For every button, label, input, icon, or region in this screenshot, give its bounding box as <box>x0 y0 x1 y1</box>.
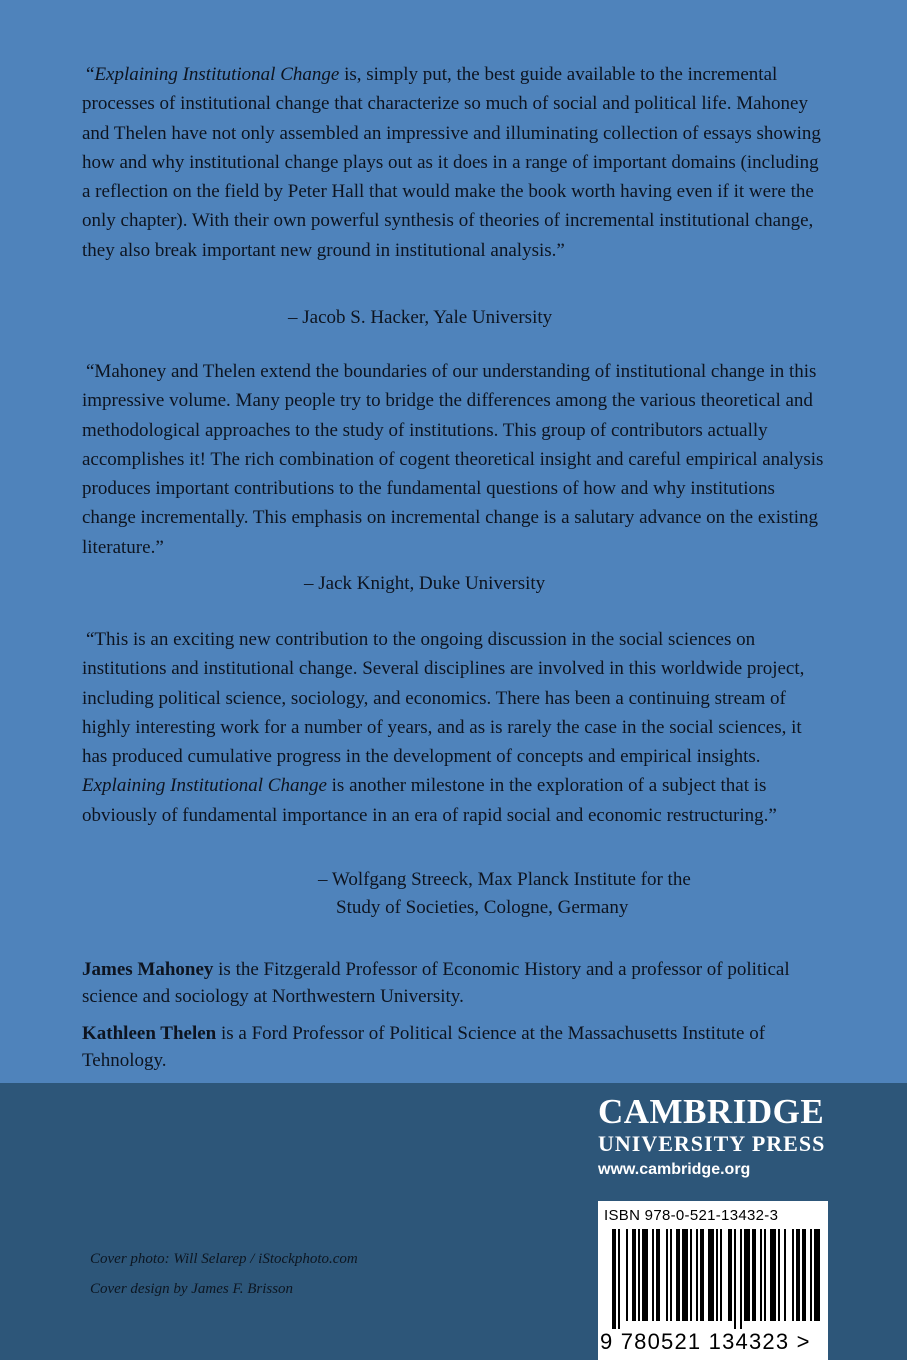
barcode-bar <box>670 1229 672 1321</box>
review-quote-hacker <box>82 60 827 265</box>
barcode-bar <box>784 1229 786 1321</box>
author-bio: James Mahoney is the Fitzgerald Professor of Economic History and a professor of political science and sociology at Northwestern University. <box>82 959 790 1007</box>
barcode-bar <box>778 1229 780 1321</box>
barcode-bar <box>708 1229 714 1321</box>
barcode-bar <box>734 1229 736 1329</box>
photo-credit: Cover photo: Will Selarep / iStockphoto.com <box>90 1251 358 1267</box>
quote-attribution: – Jacob S. Hacker, Yale University <box>288 307 553 328</box>
barcode-bar <box>752 1229 756 1321</box>
barcode-bar <box>764 1229 766 1321</box>
barcode-bar <box>652 1229 654 1321</box>
barcode-bar <box>642 1229 648 1321</box>
review-quote-knight <box>82 357 827 562</box>
barcode-bar <box>740 1229 742 1329</box>
quote-attribution: – Wolfgang Streeck, Max Planck Institute for the Study of Societies, Cologne, Germany <box>318 869 691 918</box>
barcode-bar <box>728 1229 732 1321</box>
design-credit: Cover design by James F. Brisson <box>90 1281 294 1297</box>
barcode-bar <box>626 1229 628 1321</box>
barcode-bar <box>612 1229 616 1329</box>
barcode-bar <box>682 1229 688 1321</box>
barcode-bar <box>618 1229 620 1329</box>
barcode-bar <box>700 1229 704 1321</box>
barcode-bar <box>676 1229 680 1321</box>
barcode-bars-icon <box>598 1229 828 1331</box>
author-name: James Mahoney <box>82 959 214 980</box>
barcode-bar <box>666 1229 668 1321</box>
quote-text: “Explaining Institutional Change is, simply put, the best guide available to the incremental processes of institutional change that characterize so much of social and political life. Mahoney and Thelen have not only assembled an impressive and illuminating collection of essays showing how and why institutional change plays out as it does in a range of important domains (including a reflection on the field by Peter Hall that would make the book worth having even if it were the only chapter). With their own powerful synthesis of theories of incremental institutional change, they also break important new ground in institutional analysis.” <box>82 64 821 261</box>
barcode-bar <box>744 1229 750 1321</box>
barcode-bar <box>720 1229 722 1321</box>
barcode-bar <box>796 1229 800 1321</box>
quote-text: “This is an exciting new contribution to the ongoing discussion in the social sciences on institutions and institutional change. Several disciplines are involved in this worldwide project, including political science, sociology, and economics. There has been a continuing stream of highly interesting work for a number of years, and as is rarely the case in the social sciences, it has produced cumulative progress in the development of concepts and empirical insights. Explaining Institutional Change is another milestone in the exploration of a subject that is obviously of fundamental importance in an era of rapid social and economic restructuring.” <box>82 629 805 826</box>
book-title: Explaining Institutional Change <box>94 64 340 85</box>
barcode-bar <box>690 1229 692 1321</box>
barcode-bar <box>770 1229 776 1321</box>
isbn-label: ISBN 978-0-521-13432-3 <box>604 1207 779 1224</box>
publisher-logo <box>598 1093 825 1179</box>
author-bio: Kathleen Thelen is a Ford Professor of Political Science at the Massachusetts Institute of Tehnology. <box>82 1023 766 1071</box>
barcode-bar <box>638 1229 640 1321</box>
book-title: Explaining Institutional Change <box>82 775 327 797</box>
publisher-website: www.cambridge.org <box>598 1161 751 1178</box>
publisher-subtitle: UNIVERSITY PRESS <box>598 1131 826 1156</box>
barcode-bar <box>810 1229 812 1321</box>
cover-footer <box>0 1083 907 1360</box>
barcode-bar <box>696 1229 698 1321</box>
barcode-bar <box>792 1229 794 1321</box>
barcode-digits: 9 780521 134323 > <box>600 1329 811 1354</box>
quote-text: “Mahoney and Thelen extend the boundaries of our understanding of institutional change in this impressive volume. Many people try to bridge the differences among the various theoretical and methodological approaches to the study of institutions. This group of contributors actually accomplishes it! The rich combination of cogent theoretical insight and careful empirical analysis produces important contributions to the fundamental questions of how and why institutions change incrementally. This emphasis on incremental change is a salutary advance on the existing literature.” <box>82 361 824 558</box>
barcode-bar <box>760 1229 762 1321</box>
review-quote-streeck <box>82 625 827 830</box>
publisher-name: CAMBRIDGE <box>598 1092 825 1131</box>
barcode-bar <box>802 1229 806 1321</box>
barcode-bar <box>716 1229 718 1321</box>
cover-credits <box>90 1244 358 1304</box>
barcode-bar <box>814 1229 820 1321</box>
isbn-barcode <box>598 1201 828 1360</box>
author-bios <box>82 956 827 1084</box>
barcode-bar <box>632 1229 636 1321</box>
author-name: Kathleen Thelen <box>82 1023 217 1044</box>
barcode-bar <box>656 1229 660 1321</box>
quote-attribution: – Jack Knight, Duke University <box>304 573 546 594</box>
